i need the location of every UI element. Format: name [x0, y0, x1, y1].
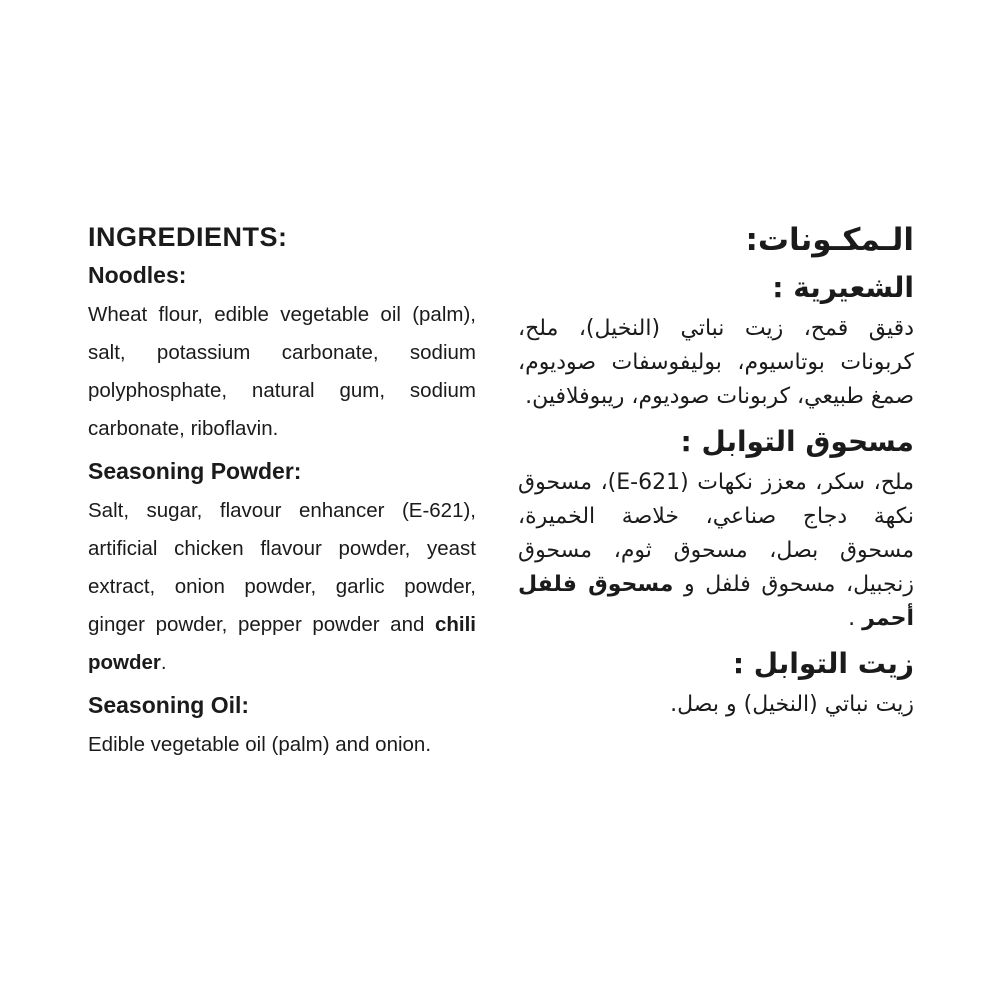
arabic-seasoning-oil-ingredients: زيت نباتي (النخيل) و بصل.	[670, 692, 914, 717]
english-noodles-heading: Noodles:	[88, 262, 187, 288]
english-seasoning-oil-ingredients: Edible vegetable oil (palm) and onion.	[88, 733, 432, 756]
english-noodles-ingredients: Wheat flour, edible vegetable oil (palm), salt, potassium carbonate, sodium polyphosphate, natural gum, sodium carbonate, riboflavin.	[88, 303, 476, 440]
english-column	[88, 222, 476, 764]
english-seasoning-powder-period: .	[160, 651, 167, 674]
arabic-ingredients-title: الـمكـونات:	[745, 222, 914, 258]
arabic-noodles-ingredients: دقيق قمح، زيت نباتي (النخيل)، ملح، كربونات بوتاسيوم، بوليفوسفات صوديوم، صمغ طبيعي، كربونات صوديوم، ريبوفلافين.	[518, 316, 914, 409]
english-seasoning-powder-heading: Seasoning Powder:	[88, 458, 302, 484]
arabic-column	[518, 220, 914, 722]
english-seasoning-powder-text: Salt, sugar, flavour enhancer (E-621), artificial chicken flavour powder, yeast extract, onion powder, garlic powder, ginger powder, pepper powder and	[88, 499, 476, 636]
english-seasoning-powder-ingredients	[88, 492, 476, 682]
english-chili-powder-bold-text: chili powder	[88, 613, 476, 674]
arabic-noodles-heading: الشعيرية :	[772, 271, 914, 304]
english-seasoning-oil-heading: Seasoning Oil:	[88, 692, 250, 718]
arabic-seasoning-oil-heading: زيت التوابل :	[732, 647, 914, 680]
arabic-seasoning-powder-ingredients	[518, 466, 914, 636]
arabic-seasoning-powder-heading: مسحوق التوابل :	[680, 425, 914, 458]
english-ingredients-title: INGREDIENTS:	[88, 222, 288, 252]
arabic-red-chili-powder-bold-text: مسحوق فلفل أحمر	[518, 572, 914, 631]
arabic-seasoning-powder-period: .	[848, 606, 863, 631]
arabic-seasoning-powder-text: ملح، سكر، معزز نكهات (E-621)، مسحوق نكهة دجاج صناعي، خلاصة الخميرة، مسحوق بصل، مسحوق ثوم، مسحوق زنجبيل، مسحوق فلفل و	[518, 470, 914, 597]
